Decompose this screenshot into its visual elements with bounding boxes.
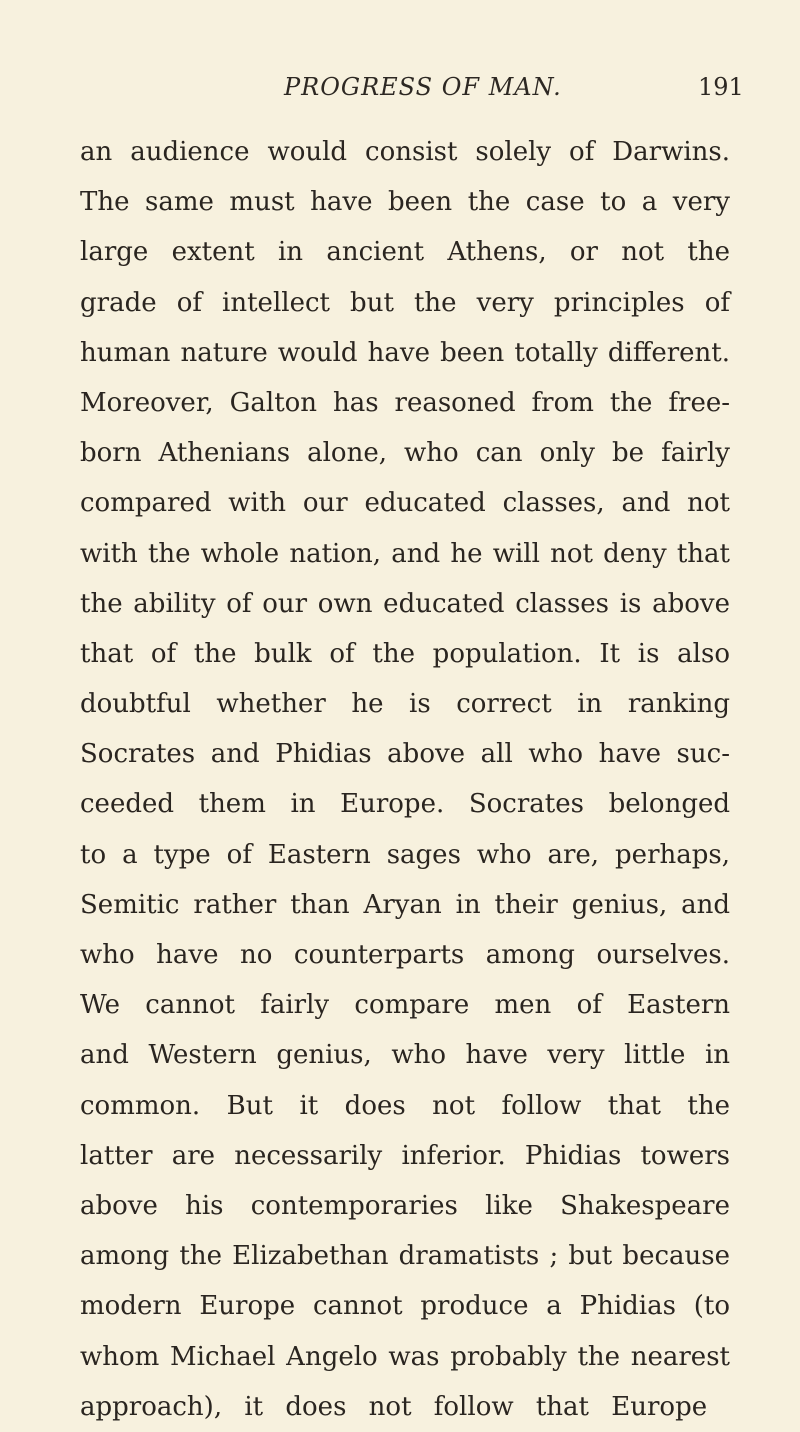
- text-line: ceeded them in Europe. Socrates belonged: [80, 789, 730, 820]
- text-line: compared with our educated classes, and not: [80, 488, 730, 519]
- body-text: [80, 127, 730, 1432]
- text-line: and Western genius, who have very little in: [80, 1040, 730, 1071]
- text-line: human nature would have been totally different.: [80, 337, 730, 368]
- text-line: Socrates and Phidias above all who have suc-: [80, 739, 730, 770]
- text-line: large extent in ancient Athens, or not the: [80, 237, 730, 268]
- text-line: The same must have been the case to a very: [80, 187, 730, 218]
- text-line: Semitic rather than Aryan in their genius, and: [80, 889, 730, 920]
- running-title: PROGRESS OF MAN.: [284, 73, 562, 101]
- text-line: modern Europe cannot produce a Phidias (to: [80, 1291, 730, 1322]
- text-line: approach), it does not follow that Europe: [80, 1391, 708, 1422]
- text-line: We cannot fairly compare men of Eastern: [80, 990, 730, 1021]
- running-header: [0, 73, 800, 113]
- text-line: grade of intellect but the very principles of: [80, 287, 730, 318]
- text-line: whom Michael Angelo was probably the nearest: [80, 1341, 730, 1372]
- text-line: Moreover, Galton has reasoned from the free-: [80, 387, 730, 418]
- text-line: common. But it does not follow that the: [80, 1090, 730, 1121]
- text-line: among the Elizabethan dramatists ; but because: [80, 1241, 730, 1272]
- text-line: latter are necessarily inferior. Phidias towers: [80, 1140, 730, 1171]
- text-line: to a type of Eastern sages who are, perhaps,: [80, 839, 730, 870]
- text-line: the ability of our own educated classes is above: [80, 588, 730, 619]
- text-line: that of the bulk of the population. It is also: [80, 638, 730, 669]
- text-line: an audience would consist solely of Darwins.: [80, 137, 730, 167]
- text-line: above his contemporaries like Shakespeare: [80, 1190, 730, 1221]
- text-line: with the whole nation, and he will not deny that: [80, 538, 730, 569]
- text-line: born Athenians alone, who can only be fairly: [80, 438, 730, 469]
- text-line: who have no counterparts among ourselves.: [80, 940, 730, 970]
- page-number: 191: [698, 73, 744, 101]
- text-line: doubtful whether he is correct in ranking: [80, 689, 730, 720]
